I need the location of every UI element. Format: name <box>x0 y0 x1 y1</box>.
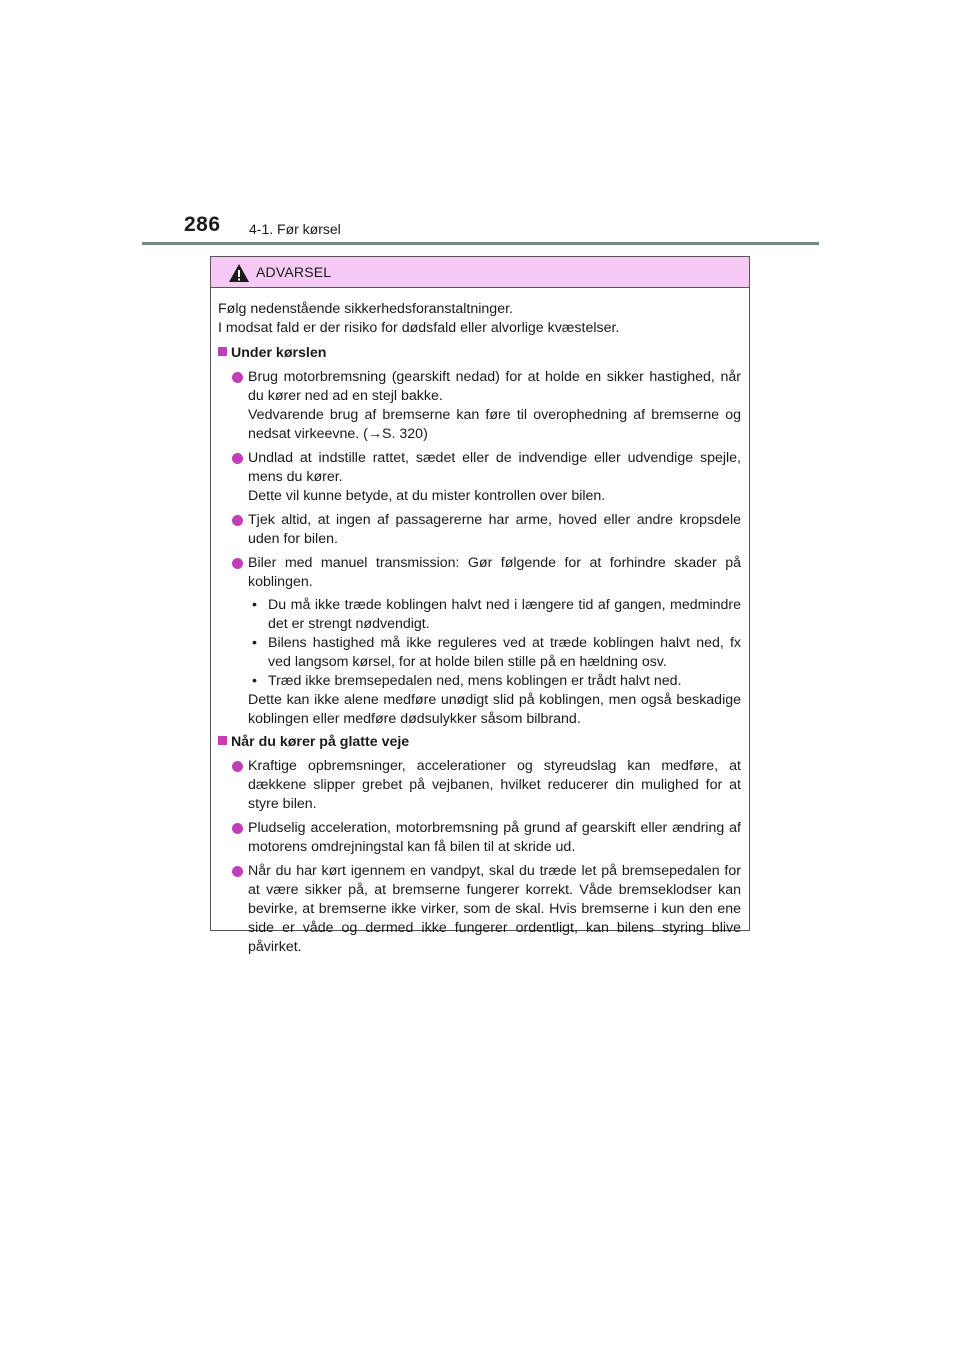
dot-bullet-icon: • <box>252 635 257 651</box>
item-text: Undlad at indstille rattet, sædet eller de indvendige eller udvendige spejle, mens du kører. <box>248 450 741 485</box>
round-bullet-icon <box>232 453 243 464</box>
dot-bullet-icon: • <box>252 597 257 613</box>
item-text: Biler med manuel transmission: Gør følgende for at forhindre skader på koblingen. <box>248 555 741 590</box>
list-item <box>232 554 741 729</box>
sub-item-text: Bilens hastighed må ikke reguleres ved at træde koblingen halvt ned, fx ved langsom kørsel, for at holde bilen stille på en hældning osv. <box>268 635 741 670</box>
round-bullet-icon <box>232 866 243 877</box>
round-bullet-icon <box>232 823 243 834</box>
intro-line: Følg nedenstående sikkerhedsforanstaltninger. <box>218 301 513 317</box>
section-glatte-veje <box>218 733 741 957</box>
item-text: Tjek altid, at ingen af passagererne har arme, hoved eller andre kropsdele uden for bilen. <box>248 512 741 547</box>
list-item <box>232 757 741 814</box>
dot-bullet-icon: • <box>252 673 257 689</box>
sub-list-item <box>248 672 741 691</box>
list-item <box>232 368 741 444</box>
square-bullet-icon <box>218 736 227 745</box>
section-under-korslen <box>218 344 741 729</box>
sub-list-item <box>248 596 741 634</box>
warning-intro <box>218 300 741 338</box>
square-bullet-icon <box>218 347 227 356</box>
header-rule <box>142 242 819 245</box>
item-text: Kraftige opbremsninger, accelerationer og styreudslag kan medføre, at dækkene slipper grebet på vejbanen, hvilket reducerer din mulighed for at styre bilen. <box>248 758 741 812</box>
round-bullet-icon <box>232 761 243 772</box>
section-heading-text: Under kørslen <box>231 345 327 361</box>
warning-body <box>211 288 749 957</box>
section-heading-text: Når du kører på glatte veje <box>231 734 410 750</box>
round-bullet-icon <box>232 558 243 569</box>
list-item <box>232 819 741 857</box>
round-bullet-icon <box>232 372 243 383</box>
item-text: Dette kan ikke alene medføre unødigt slid på koblingen, men også beskadige koblingen eller medføre dødsulykker såsom bilbrand. <box>248 692 741 727</box>
warning-triangle-icon <box>228 263 250 283</box>
sub-list-item <box>248 634 741 672</box>
sub-list <box>248 596 741 691</box>
list-item <box>232 511 741 549</box>
sub-item-text: Du må ikke træde koblingen halvt ned i længere tid af gangen, medmindre det er strengt nødvendigt. <box>268 597 741 632</box>
item-text: Vedvarende brug af bremserne kan føre til overophedning af bremserne og nedsat virkeevne. (→S. 320) <box>248 407 741 442</box>
warning-box <box>210 256 750 955</box>
item-text: Dette vil kunne betyde, at du mister kontrollen over bilen. <box>248 488 606 504</box>
list-item <box>232 862 741 957</box>
page-number: 286 <box>184 213 221 236</box>
item-text: Pludselig acceleration, motorbremsning på grund af gearskift eller ændring af motorens omdrejningstal kan få bilen til at skride ud. <box>248 820 741 855</box>
list-item <box>232 449 741 506</box>
item-text: Når du har kørt igennem en vandpyt, skal du træde let på bremsepedalen for at være sikker på, at bremserne fungerer korrekt. Våde bremseklodser kan bevirke, at bremserne ikke virker, som de skal. Hvis bremserne i kun den ene side er våde og dermed ikke fungerer ordentligt, kan bilens styring blive påvirket. <box>248 863 741 955</box>
section-heading <box>218 733 741 752</box>
round-bullet-icon <box>232 515 243 526</box>
sub-item-text: Træd ikke bremsepedalen ned, mens koblingen er trådt halvt ned. <box>268 673 682 689</box>
intro-line: I modsat fald er der risiko for dødsfald eller alvorlige kvæstelser. <box>218 320 620 336</box>
section-title: 4-1. Før kørsel <box>249 221 341 237</box>
item-text: Brug motorbremsning (gearskift nedad) for at holde en sikker hastighed, når du kører ned ad en stejl bakke. <box>248 369 741 404</box>
section-heading <box>218 344 741 363</box>
warning-title: ADVARSEL <box>256 264 332 280</box>
warning-header <box>211 257 749 288</box>
